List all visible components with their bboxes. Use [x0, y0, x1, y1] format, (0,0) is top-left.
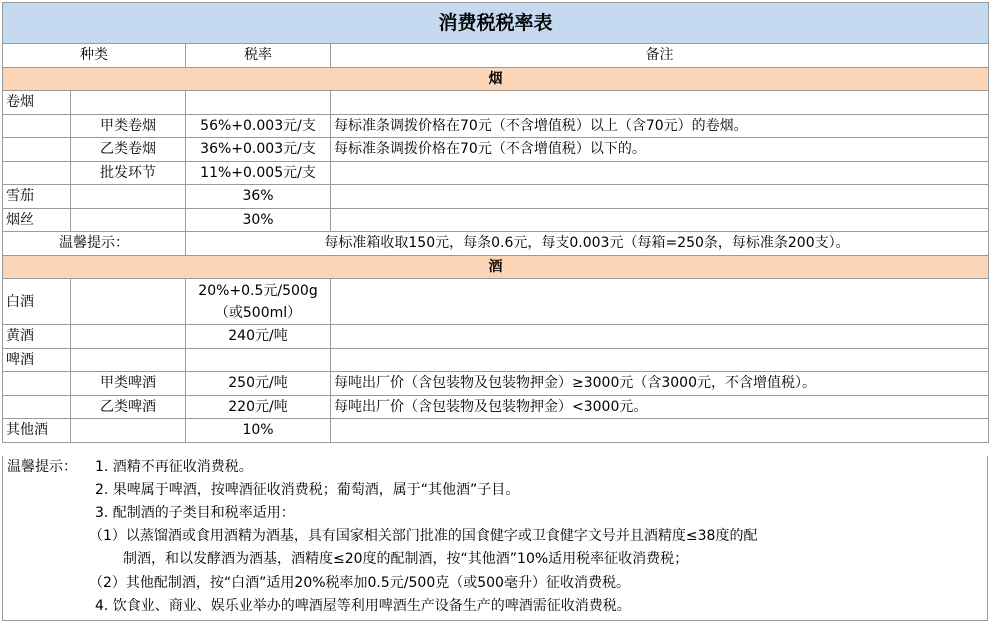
- note-2: 2. 果啤属于啤酒，按啤酒征收消费税；葡萄酒，属于“其他酒”子目。: [95, 482, 520, 498]
- tax-rate-table: [2, 2, 989, 443]
- table-title: 消费税税率表: [3, 3, 989, 44]
- category-cell: [3, 138, 71, 162]
- subcategory-cell: [71, 348, 186, 372]
- subcategory-cell: [71, 325, 186, 349]
- remark-cell: 每吨出厂价（含包装物及包装物押金）≥3000元（含3000元，不含增值税）。: [331, 372, 989, 396]
- rate-cell: [186, 348, 331, 372]
- rate-cell: 36%+0.003元/支: [186, 138, 331, 162]
- category-cell: 黄酒: [3, 325, 71, 349]
- rate-line: 20%+0.5元/500g: [198, 282, 318, 299]
- rate-line: （或500ml）: [214, 304, 302, 321]
- rate-cell: [186, 91, 331, 115]
- table-row: [3, 395, 989, 419]
- rate-cell: 10%: [186, 419, 331, 443]
- note-1: 1. 酒精不再征收消费税。: [95, 459, 253, 475]
- tip-label: 温馨提示：: [3, 232, 186, 256]
- table-row: [3, 372, 989, 396]
- table-row: [3, 208, 989, 232]
- category-cell: 白酒: [3, 279, 71, 325]
- section-liquor: 酒: [3, 255, 989, 279]
- rate-cell: 36%: [186, 185, 331, 209]
- subcategory-cell: 批发环节: [71, 161, 186, 185]
- note-3: 3. 配制酒的子类目和税率适用：: [95, 505, 295, 521]
- category-cell: 雪茄: [3, 185, 71, 209]
- category-cell: [3, 395, 71, 419]
- remark-cell: [331, 348, 989, 372]
- remark-cell: [331, 279, 989, 325]
- subcategory-cell: [71, 208, 186, 232]
- header-kind: 种类: [3, 44, 186, 68]
- table-row: [3, 114, 989, 138]
- remark-cell: [331, 161, 989, 185]
- table-row: [3, 348, 989, 372]
- table-row: [3, 419, 989, 443]
- category-cell: [3, 161, 71, 185]
- rate-cell: 30%: [186, 208, 331, 232]
- subcategory-cell: 乙类啤酒: [71, 395, 186, 419]
- table-row: [3, 185, 989, 209]
- rate-cell: 240元/吨: [186, 325, 331, 349]
- header-rate: 税率: [186, 44, 331, 68]
- rate-cell: 56%+0.003元/支: [186, 114, 331, 138]
- note-3-1-line1: （1）以蒸馏酒或食用酒精为酒基，具有国家相关部门批准的国食健字或卫食健字文号并且酒精度≤38度的配: [89, 528, 758, 544]
- remark-cell: [331, 185, 989, 209]
- remark-cell: [331, 419, 989, 443]
- rate-cell: [186, 279, 331, 325]
- category-cell: 其他酒: [3, 419, 71, 443]
- rate-cell: 11%+0.005元/支: [186, 161, 331, 185]
- rate-cell: 250元/吨: [186, 372, 331, 396]
- rate-cell: 220元/吨: [186, 395, 331, 419]
- table-row: [3, 279, 989, 325]
- notes-label: 温馨提示：: [7, 459, 77, 475]
- note-3-2: （2）其他配制酒，按“白酒”适用20%税率加0.5元/500克（或500毫升）征收消费税。: [89, 575, 630, 591]
- subcategory-cell: [71, 419, 186, 443]
- notes-block: [2, 456, 988, 621]
- remark-cell: 每标准条调拨价格在70元（不含增值税）以下的。: [331, 138, 989, 162]
- tip-text: 每标准箱收取150元，每条0.6元，每支0.003元（每箱=250条，每标准条200支）。: [186, 232, 989, 256]
- remark-cell: 每吨出厂价（含包装物及包装物押金）<3000元。: [331, 395, 989, 419]
- section-tobacco: 烟: [3, 67, 989, 91]
- table-row: [3, 161, 989, 185]
- remark-cell: 每标准条调拨价格在70元（不含增值税）以上（含70元）的卷烟。: [331, 114, 989, 138]
- header-remark: 备注: [331, 44, 989, 68]
- subcategory-cell: 乙类卷烟: [71, 138, 186, 162]
- category-cell: 啤酒: [3, 348, 71, 372]
- category-cell: 卷烟: [3, 91, 71, 115]
- table-row: [3, 91, 989, 115]
- subcategory-cell: [71, 185, 186, 209]
- table-row: [3, 325, 989, 349]
- note-3-1-line2: 制酒，和以发酵酒为酒基，酒精度≤20度的配制酒，按“其他酒”10%适用税率征收消费税；: [123, 551, 689, 567]
- subcategory-cell: 甲类卷烟: [71, 114, 186, 138]
- remark-cell: [331, 91, 989, 115]
- subcategory-cell: 甲类啤酒: [71, 372, 186, 396]
- subcategory-cell: [71, 91, 186, 115]
- remark-cell: [331, 208, 989, 232]
- category-cell: [3, 372, 71, 396]
- table-row: [3, 138, 989, 162]
- table-row: [3, 232, 989, 256]
- note-4: 4. 饮食业、商业、娱乐业举办的啤酒屋等利用啤酒生产设备生产的啤酒需征收消费税。: [95, 598, 631, 614]
- category-cell: 烟丝: [3, 208, 71, 232]
- remark-cell: [331, 325, 989, 349]
- subcategory-cell: [71, 279, 186, 325]
- category-cell: [3, 114, 71, 138]
